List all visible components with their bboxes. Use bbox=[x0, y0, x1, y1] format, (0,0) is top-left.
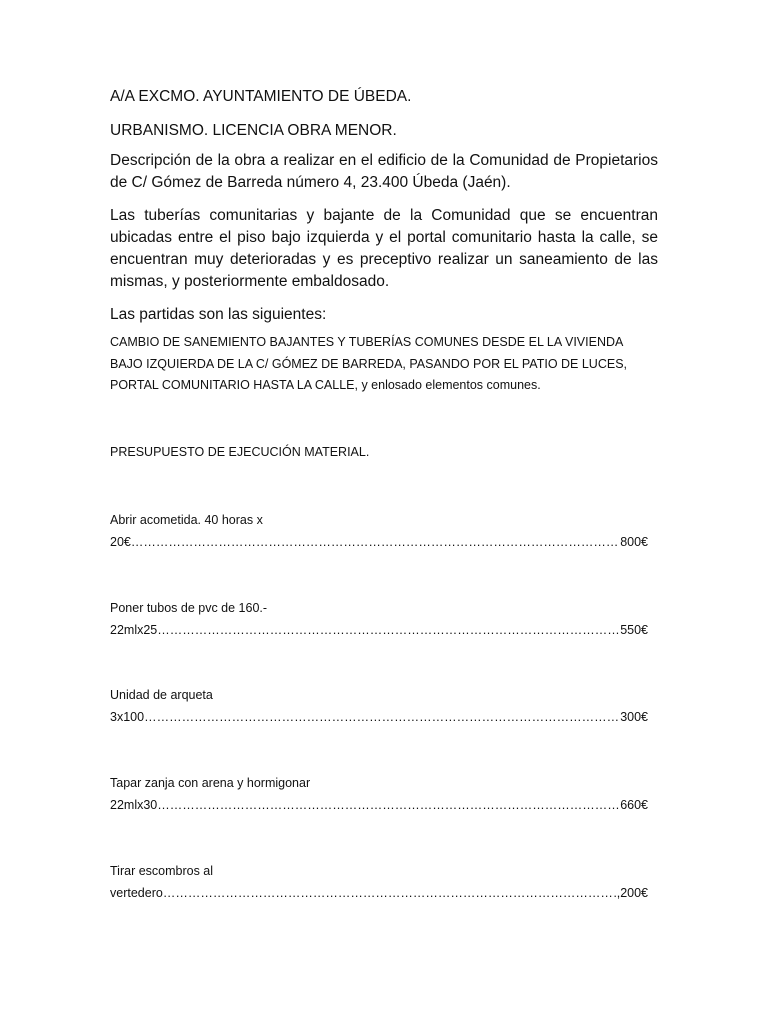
budget-item bbox=[110, 861, 658, 904]
budget-item-calc: 3x100 bbox=[110, 709, 145, 724]
works-summary-line: BAJO IZQUIERDA DE LA C/ GÓMEZ DE BARREDA, PASANDO POR EL PATIO DE LUCES, bbox=[110, 356, 628, 371]
dot-leader bbox=[131, 532, 620, 554]
recipient-line: A/A EXCMO. AYUNTAMIENTO DE ÚBEDA. bbox=[110, 88, 412, 105]
budget-item bbox=[110, 510, 658, 553]
budget-item-amount: 300€ bbox=[620, 709, 648, 724]
budget-item-description: Poner tubos de pvc de 160.- bbox=[110, 601, 268, 615]
budget-item-price-line bbox=[110, 883, 648, 905]
budget-item bbox=[110, 598, 658, 641]
budget-item bbox=[110, 773, 658, 816]
budget-item-description: Abrir acometida. 40 horas x bbox=[110, 513, 263, 527]
budget-item-price-line bbox=[110, 795, 648, 817]
subject-line: URBANISMO. LICENCIA OBRA MENOR. bbox=[110, 122, 397, 139]
budget-item-calc: vertedero bbox=[110, 885, 163, 900]
budget-item-description: Tapar zanja con arena y hormigonar bbox=[110, 776, 311, 790]
budget-item-amount: 800€ bbox=[620, 534, 648, 549]
dot-leader bbox=[157, 795, 620, 817]
dot-leader bbox=[163, 883, 617, 905]
budget-item-price-line bbox=[110, 620, 648, 642]
budget-item-calc: 20€ bbox=[110, 534, 131, 549]
works-summary-line: PORTAL COMUNITARIO HASTA LA CALLE, y enlosado elementos comunes. bbox=[110, 378, 541, 392]
budget-item-price-line bbox=[110, 532, 648, 554]
budget-item-amount: ,200€ bbox=[616, 885, 648, 900]
items-intro-line: Las partidas son las siguientes: bbox=[110, 306, 327, 323]
budget-item-amount: 550€ bbox=[620, 622, 648, 637]
budget-item-description: Tirar escombros al bbox=[110, 864, 214, 878]
budget-item bbox=[110, 685, 658, 728]
budget-item-amount: 660€ bbox=[620, 797, 648, 812]
works-summary-line: CAMBIO DE SANEMIENTO BAJANTES Y TUBERÍAS COMUNES DESDE EL LA VIVIENDA bbox=[110, 335, 624, 349]
works-summary bbox=[110, 332, 658, 397]
dot-leader bbox=[144, 707, 620, 729]
budget-item-calc: 22mlx25 bbox=[110, 622, 158, 637]
budget-item-calc: 22mlx30 bbox=[110, 797, 158, 812]
budget-item-description: Unidad de arqueta bbox=[110, 688, 213, 702]
body-paragraph: Las tuberías comunitarias y bajante de la Comunidad que se encuentran ubicadas entre el piso bajo izquierda y el portal comunitario hasta la calle, se encuentran muy deterioradas y es preceptivo realizar un saneamiento de las mismas, y posteriormente embaldosado. bbox=[110, 207, 658, 290]
budget-item-price-line bbox=[110, 707, 648, 729]
budget-heading: PRESUPUESTO DE EJECUCIÓN MATERIAL. bbox=[110, 445, 370, 459]
work-description-paragraph: Descripción de la obra a realizar en el edificio de la Comunidad de Propietarios de C/ Gómez de Barreda número 4, 23.400 Úbeda (Jaén). bbox=[110, 152, 658, 191]
dot-leader bbox=[157, 620, 620, 642]
